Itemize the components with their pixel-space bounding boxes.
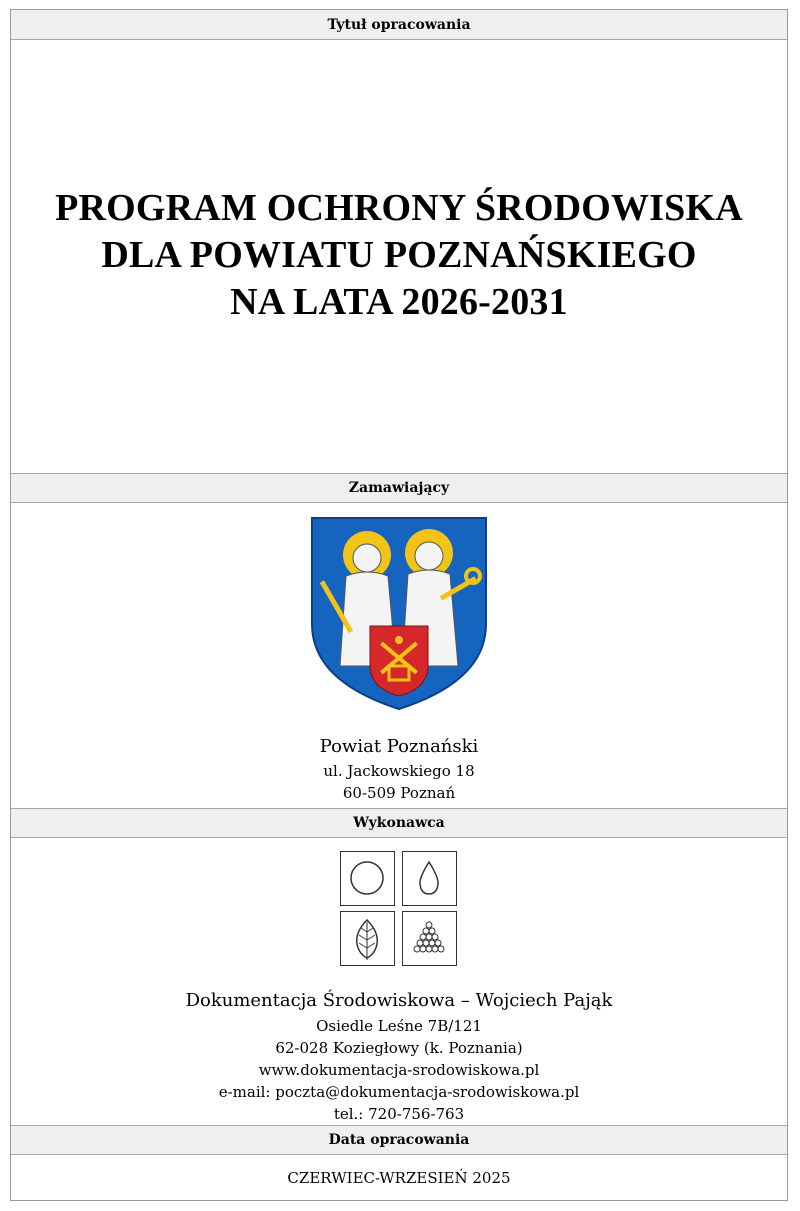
drop-tile — [402, 851, 457, 906]
date-section — [11, 1155, 787, 1200]
contractor-section — [11, 838, 787, 1125]
client-name: Powiat Poznański — [319, 736, 479, 757]
section-header-title: Tytuł opracowania — [11, 10, 787, 40]
title-line-2: DLA POWIATU POZNAŃSKIEGO — [101, 234, 697, 276]
contractor-address-2: 62-028 Koziegłowy (k. Poznania) — [275, 1039, 523, 1057]
section-header-date: Data opracowania — [11, 1125, 787, 1155]
contractor-email: e-mail: poczta@dokumentacja-srodowiskowa.pl — [218, 1083, 580, 1101]
section-header-contractor: Wykonawca — [11, 808, 787, 838]
title-line-3: NA LATA 2026-2031 — [230, 281, 568, 323]
section-header-client: Zamawiający — [11, 473, 787, 503]
contractor-address-1: Osiedle Leśne 7B/121 — [316, 1017, 482, 1035]
drop-icon — [403, 852, 455, 904]
pile-icon — [403, 912, 455, 964]
contractor-phone: tel.: 720-756-763 — [333, 1105, 465, 1123]
pile-tile — [402, 911, 457, 966]
client-city: 60-509 Poznań — [342, 784, 456, 802]
contractor-website: www.dokumentacja-srodowiskowa.pl — [258, 1061, 540, 1079]
document-date: CZERWIEC-WRZESIEŃ 2025 — [287, 1169, 511, 1187]
leaf-tile — [340, 911, 395, 966]
coat-of-arms-icon — [310, 516, 488, 711]
title-section — [11, 40, 787, 473]
leaf-icon — [341, 912, 393, 964]
document-frame — [10, 9, 788, 1201]
client-street: ul. Jackowskiego 18 — [323, 762, 475, 780]
document-title — [11, 185, 787, 326]
circle-tile — [340, 851, 395, 906]
client-section — [11, 503, 787, 808]
title-line-1: PROGRAM OCHRONY ŚRODOWISKA — [55, 187, 743, 229]
contractor-name: Dokumentacja Środowiskowa – Wojciech Pająk — [185, 990, 613, 1011]
circle-icon — [341, 852, 393, 904]
